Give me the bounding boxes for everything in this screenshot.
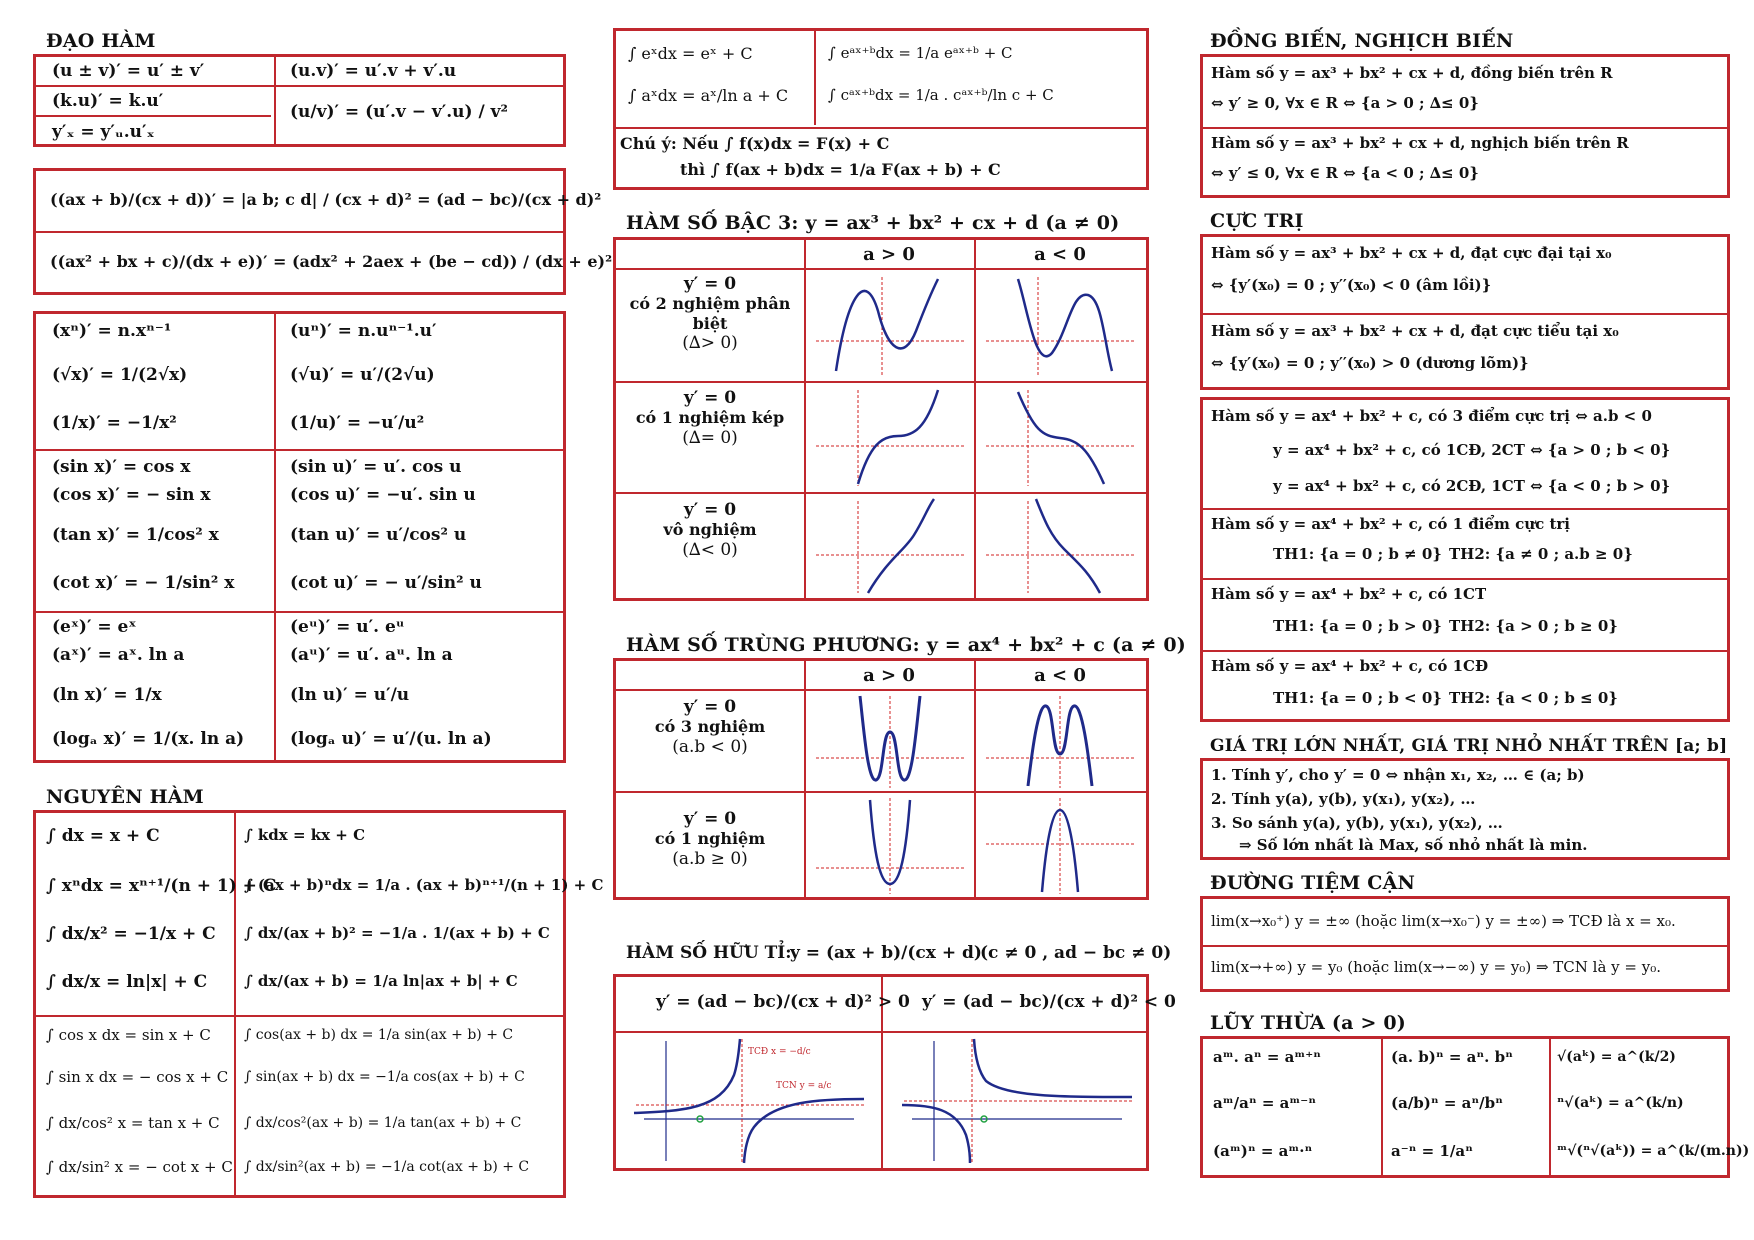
formula: (u.v)′ = u′.v + v′.u bbox=[290, 61, 457, 81]
tcd-label: TCĐ x = −d/c bbox=[748, 1047, 811, 1057]
text: y = ax⁴ + bx² + c, có 1CĐ, 2CT ⇔ {a > 0 ; b < 0} bbox=[1273, 441, 1671, 459]
graph-cubic-noroot-neg bbox=[978, 495, 1142, 597]
text: lim(x→+∞) y = y₀ (hoặc lim(x→−∞) y = y₀) ⇒ TCN là y = y₀. bbox=[1211, 958, 1661, 976]
dong-bien-title: ĐỒNG BIẾN, NGHỊCH BIẾN bbox=[1210, 30, 1514, 52]
formula: ∫ xⁿdx = xⁿ⁺¹/(n + 1) + C bbox=[46, 876, 277, 896]
text: ⇔ {y′(x₀) = 0 ; y′′(x₀) < 0 (âm lồi)} bbox=[1211, 276, 1492, 294]
formula: (cot x)′ = − 1/sin² x bbox=[52, 573, 235, 593]
text: Hàm số y = ax³ + bx² + cx + d, nghịch biến trên R bbox=[1211, 134, 1629, 152]
formula: (uⁿ)′ = n.uⁿ⁻¹.u′ bbox=[290, 321, 437, 341]
formula: ∫ eᵃˣ⁺ᵇdx = 1/a eᵃˣ⁺ᵇ + C bbox=[828, 44, 1013, 62]
col-head-a-neg: a < 0 bbox=[1034, 665, 1086, 686]
formula: ∫ sin(ax + b) dx = −1/a cos(ax + b) + C bbox=[244, 1069, 525, 1085]
tcn-label: TCN y = a/c bbox=[776, 1081, 832, 1091]
formula: (xⁿ)′ = n.xⁿ⁻¹ bbox=[52, 321, 172, 341]
formula: (a/b)ⁿ = aⁿ/bⁿ bbox=[1391, 1094, 1503, 1112]
text: Hàm số y = ax³ + bx² + cx + d, đạt cực tiểu tại x₀ bbox=[1211, 322, 1619, 340]
formula: (ln u)′ = u′/u bbox=[290, 685, 410, 705]
graph-cubic-noroot-pos bbox=[808, 495, 972, 597]
text: TH2: {a < 0 ; b ≤ 0} bbox=[1449, 689, 1618, 707]
row-label: y′ = 0 có 2 nghiệm phân biệt (∆> 0) bbox=[629, 274, 791, 353]
dao-ham-table-box bbox=[33, 311, 566, 763]
text: Hàm số y = ax⁴ + bx² + c, có 1CT bbox=[1211, 585, 1487, 603]
formula: (sin u)′ = u′. cos u bbox=[290, 457, 462, 477]
text: TH2: {a > 0 ; b ≥ 0} bbox=[1449, 617, 1618, 635]
step: ⇒ Số lớn nhất là Max, số nhỏ nhất là min. bbox=[1239, 836, 1588, 854]
formula: ∫ sin x dx = − cos x + C bbox=[46, 1068, 229, 1086]
formula: (aᵘ)′ = u′. aᵘ. ln a bbox=[290, 645, 453, 665]
formula: ∫ eˣdx = eˣ + C bbox=[628, 44, 753, 63]
graph-quartic-1root-pos bbox=[808, 794, 972, 898]
formula: (u ± v)′ = u′ ± v′ bbox=[52, 61, 205, 81]
tiem-can-box bbox=[1200, 896, 1730, 992]
formula: ∫ dx/x = ln|x| + C bbox=[46, 972, 208, 992]
formula: ∫ kdx = kx + C bbox=[244, 826, 366, 844]
formula: ∫ (ax + b)ⁿdx = 1/a . (ax + b)ⁿ⁺¹/(n + 1) + C bbox=[244, 876, 604, 894]
tiem-can-title: ĐƯỜNG TIỆM CẬN bbox=[1210, 872, 1416, 894]
formula: ∫ aˣdx = aˣ/ln a + C bbox=[628, 86, 789, 105]
huu-ti-title: HÀM SỐ HỮU TỈ: bbox=[626, 943, 792, 963]
formula: (a. b)ⁿ = aⁿ. bⁿ bbox=[1391, 1048, 1513, 1066]
dong-bien-box bbox=[1200, 54, 1730, 198]
graph-quartic-1root-neg bbox=[978, 794, 1142, 898]
formula: ∫ dx/sin² x = − cot x + C bbox=[46, 1158, 233, 1176]
formula: (tan x)′ = 1/cos² x bbox=[52, 525, 219, 545]
formula: ⁿ√(aᵏ) = a^(k/n) bbox=[1557, 1095, 1684, 1111]
text: ⇔ y′ ≥ 0, ∀x ∈ R ⇔ {a > 0 ; ∆≤ 0} bbox=[1211, 94, 1479, 112]
formula: (ln x)′ = 1/x bbox=[52, 685, 162, 705]
text: Hàm số y = ax⁴ + bx² + c, có 1CĐ bbox=[1211, 657, 1489, 675]
formula: (sin x)′ = cos x bbox=[52, 457, 191, 477]
huu-ti-formula: y = (ax + b)/(cx + d) bbox=[790, 943, 982, 963]
formula: (1/x)′ = −1/x² bbox=[52, 413, 177, 433]
dao-ham-title: ĐẠO HÀM bbox=[46, 30, 156, 52]
cuc-tri-quartic-box bbox=[1200, 397, 1730, 722]
text: ⇔ y′ ≤ 0, ∀x ∈ R ⇔ {a < 0 ; ∆≤ 0} bbox=[1211, 164, 1479, 182]
gtln-box bbox=[1200, 758, 1730, 860]
formula: (eˣ)′ = eˣ bbox=[52, 617, 137, 637]
formula: ∫ dx = x + C bbox=[46, 826, 160, 846]
formula: (logₐ x)′ = 1/(x. ln a) bbox=[52, 729, 245, 749]
text: y = ax⁴ + bx² + c, có 2CĐ, 1CT ⇔ {a < 0 ; b > 0} bbox=[1273, 477, 1671, 495]
formula: ∫ cᵃˣ⁺ᵇdx = 1/a . cᵃˣ⁺ᵇ/ln c + C bbox=[828, 86, 1054, 104]
text: Hàm số y = ax⁴ + bx² + c, có 1 điểm cực trị bbox=[1211, 515, 1570, 533]
formula: (cot u)′ = − u′/sin² u bbox=[290, 573, 482, 593]
note: thì ∫ f(ax + b)dx = 1/a F(ax + b) + C bbox=[680, 160, 1001, 179]
col-head-a-pos: a > 0 bbox=[863, 244, 915, 265]
text: Hàm số y = ax³ + bx² + cx + d, đồng biến trên R bbox=[1211, 64, 1613, 82]
formula: (√x)′ = 1/(2√x) bbox=[52, 365, 188, 385]
graph-quartic-3root-pos bbox=[808, 692, 972, 790]
row-label: y′ = 0 vô nghiệm (∆< 0) bbox=[663, 500, 757, 560]
luy-thua-title: LŨY THỪA (a > 0) bbox=[1210, 1012, 1406, 1034]
formula: (u/v)′ = (u′.v − v′.u) / v² bbox=[290, 102, 508, 122]
formula: (aᵐ)ⁿ = aᵐ·ⁿ bbox=[1213, 1142, 1313, 1160]
formula: ((ax² + bx + c)/(dx + e))′ = (adx² + 2aex + (be − cd)) / (dx + e)² bbox=[50, 252, 613, 271]
formula: ∫ dx/x² = −1/x + C bbox=[46, 924, 216, 944]
formula: (eᵘ)′ = u′. eᵘ bbox=[290, 617, 405, 637]
dao-ham-fraction-box bbox=[33, 168, 613, 295]
formula: (cos u)′ = −u′. sin u bbox=[290, 485, 476, 505]
dao-ham-basic-box bbox=[33, 54, 566, 147]
row-label: y′ = 0 có 1 nghiệm kép (∆= 0) bbox=[635, 388, 785, 448]
formula: ∫ dx/(ax + b)² = −1/a . 1/(ax + b) + C bbox=[244, 924, 550, 942]
graph-rational-decreasing bbox=[892, 1035, 1144, 1167]
formula: aᵐ/aⁿ = aᵐ⁻ⁿ bbox=[1213, 1094, 1316, 1112]
formula: ((ax + b)/(cx + d))′ = |a b; c d| / (cx + d)² = (ad − bc)/(cx + d)² bbox=[50, 190, 602, 209]
gtln-title: GIÁ TRỊ LỚN NHẤT, GIÁ TRỊ NHỎ NHẤT TRÊN [a; b] bbox=[1210, 736, 1728, 756]
formula: a⁻ⁿ = 1/aⁿ bbox=[1391, 1142, 1473, 1160]
head-increasing: y′ = (ad − bc)/(cx + d)² > 0 bbox=[656, 992, 910, 1012]
formula: (√u)′ = u′/(2√u) bbox=[290, 365, 435, 385]
formula: y′ₓ = y′ᵤ.u′ₓ bbox=[52, 122, 155, 142]
cuc-tri-cubic-box bbox=[1200, 234, 1730, 390]
step: 1. Tính y′, cho y′ = 0 ⇔ nhận x₁, x₂, … ∈ (a; b) bbox=[1211, 766, 1585, 784]
col-head-a-neg: a < 0 bbox=[1034, 244, 1086, 265]
formula: ∫ dx/(ax + b) = 1/a ln|ax + b| + C bbox=[244, 972, 518, 990]
step: 3. So sánh y(a), y(b), y(x₁), y(x₂), … bbox=[1211, 814, 1503, 832]
formula: ∫ dx/cos²(ax + b) = 1/a tan(ax + b) + C bbox=[244, 1115, 522, 1131]
formula: (logₐ u)′ = u′/(u. ln a) bbox=[290, 729, 492, 749]
bac3-table bbox=[613, 237, 1149, 601]
nguyen-ham-title: NGUYÊN HÀM bbox=[46, 786, 204, 808]
formula: ∫ cos(ax + b) dx = 1/a sin(ax + b) + C bbox=[244, 1027, 514, 1043]
luy-thua-box bbox=[1200, 1036, 1750, 1178]
text: TH1: {a = 0 ; b < 0} bbox=[1273, 689, 1442, 707]
nguyen-ham-box bbox=[33, 810, 604, 1198]
text: TH2: {a ≠ 0 ; a.b ≥ 0} bbox=[1449, 545, 1633, 563]
graph-cubic-2root-neg bbox=[978, 271, 1142, 379]
col-head-a-pos: a > 0 bbox=[863, 665, 915, 686]
head-decreasing: y′ = (ad − bc)/(cx + d)² < 0 bbox=[922, 992, 1176, 1012]
formula: ᵐ√(ⁿ√(aᵏ)) = a^(k/(m.n)) bbox=[1557, 1143, 1750, 1159]
formula: (1/u)′ = −u′/u² bbox=[290, 413, 425, 433]
formula: (tan u)′ = u′/cos² u bbox=[290, 525, 467, 545]
formula: ∫ dx/cos² x = tan x + C bbox=[46, 1114, 220, 1132]
formula: √(aᵏ) = a^(k/2) bbox=[1557, 1049, 1676, 1065]
bac3-title: HÀM SỐ BẬC 3: y = ax³ + bx² + cx + d (a ≠ 0) bbox=[626, 212, 1120, 234]
formula: ∫ dx/sin²(ax + b) = −1/a cot(ax + b) + C bbox=[244, 1159, 530, 1175]
note: Chú ý: Nếu ∫ f(x)dx = F(x) + C bbox=[620, 134, 890, 153]
row-label: y′ = 0 có 1 nghiệm (a.b ≥ 0) bbox=[654, 809, 766, 869]
formula: aᵐ. aⁿ = aᵐ⁺ⁿ bbox=[1213, 1048, 1321, 1066]
text: lim(x→x₀⁺) y = ±∞ (hoặc lim(x→x₀⁻) y = ±∞) ⇒ TCĐ là x = x₀. bbox=[1211, 912, 1676, 930]
step: 2. Tính y(a), y(b), y(x₁), y(x₂), … bbox=[1211, 790, 1476, 808]
huu-ti-table bbox=[613, 974, 1176, 1171]
graph-cubic-2root-pos bbox=[808, 271, 972, 379]
cuc-tri-title: CỰC TRỊ bbox=[1210, 210, 1304, 232]
graph-quartic-3root-neg bbox=[978, 692, 1142, 790]
row-label: y′ = 0 có 3 nghiệm (a.b < 0) bbox=[654, 697, 766, 757]
nguyen-ham-exp-box bbox=[613, 28, 1149, 190]
formula: (aˣ)′ = aˣ. ln a bbox=[52, 645, 185, 665]
text: TH1: {a = 0 ; b ≠ 0} bbox=[1273, 545, 1442, 563]
huu-ti-condition: (c ≠ 0 , ad − bc ≠ 0) bbox=[980, 943, 1172, 963]
formula: (k.u)′ = k.u′ bbox=[52, 91, 164, 111]
text: ⇔ {y′(x₀) = 0 ; y′′(x₀) > 0 (dương lõm)} bbox=[1211, 354, 1529, 372]
text: Hàm số y = ax³ + bx² + cx + d, đạt cực đại tại x₀ bbox=[1211, 244, 1612, 262]
text: TH1: {a = 0 ; b > 0} bbox=[1273, 617, 1442, 635]
graph-cubic-double-neg bbox=[978, 384, 1142, 490]
formula: ∫ cos x dx = sin x + C bbox=[46, 1026, 211, 1044]
graph-cubic-double-pos bbox=[808, 384, 972, 490]
trung-phuong-table bbox=[613, 658, 1149, 900]
text: Hàm số y = ax⁴ + bx² + c, có 3 điểm cực trị ⇔ a.b < 0 bbox=[1211, 407, 1652, 425]
formula: (cos x)′ = − sin x bbox=[52, 485, 211, 505]
trung-phuong-title: HÀM SỐ TRÙNG PHƯƠNG: y = ax⁴ + bx² + c (a ≠ 0) bbox=[626, 634, 1186, 656]
